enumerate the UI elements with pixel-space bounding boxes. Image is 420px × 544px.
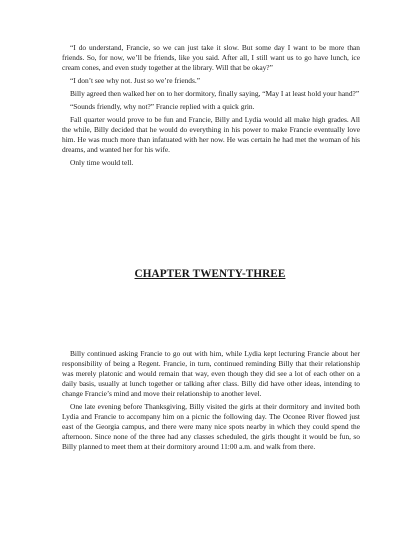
paragraph: One late evening before Thanksgiving, Billy visited the girls at their dormitory and invited both Lydia and Francie to accompany him on a picnic the following day. The Oconee River flowed just east of the Georgia campus, and there were many nice spots nearby in which they could spend the afternoon. Since none of the three had any classes scheduled, the girls thought it would be fun, so Billy planned to meet them at their dormitory around 11:00 a.m. and walk from there. (62, 402, 360, 451)
text-block-top (62, 43, 360, 171)
paragraph: “Sounds friendly, why not?” Francie replied with a quick grin. (70, 102, 255, 111)
paragraph: “I do understand, Francie, so we can just take it slow. But some day I want to be more than friends. So, for now, we’ll be friends, like you said. After all, I still want us to go have lunch, ice cream cones, and even study together at the library. Will that be okay?” (62, 43, 360, 72)
paragraph: Billy continued asking Francie to go out with him, while Lydia kept lecturing Francie about her responsibility of being a Regent. Francie, in turn, continued reminding Billy that their relationship was merely platonic and would remain that way, even though they did see a lot of each other on a daily basis, usually at lunch together or talking after class. Billy did have other ideas, intending to change Francie’s mind and move their relationship to another level. (62, 349, 360, 398)
paragraph: Billy agreed then walked her on to her dormitory, finally saying, “May I at least hold your hand?” (70, 89, 360, 98)
paragraph: Only time would tell. (70, 158, 134, 167)
paragraph: “I don’t see why not. Just so we’re friends.” (70, 76, 200, 85)
chapter-heading: CHAPTER TWENTY-THREE (134, 268, 286, 280)
paragraph: Fall quarter would prove to be fun and Francie, Billy and Lydia would all make high grades. All the while, Billy decided that he would do everything in his power to make Francie eventually love him. He was much more than infatuated with her now. He was certain he had met the woman of his dreams, and wanted her for his wife. (62, 115, 360, 154)
text-block-bottom (62, 349, 360, 455)
